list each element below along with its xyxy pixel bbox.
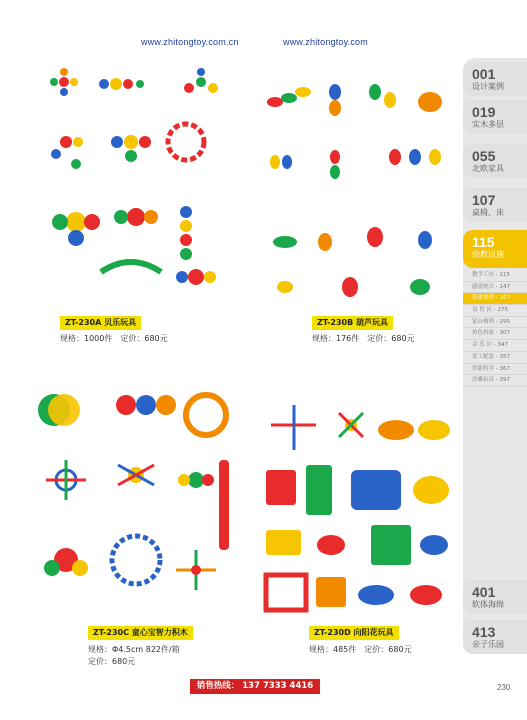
tab-text: 实木多层 bbox=[472, 120, 504, 129]
tab-number: 413 bbox=[472, 624, 496, 640]
product-a-price: 定价：680元 bbox=[120, 334, 168, 343]
website-url-left[interactable]: www.zhitongtoy.com.cn bbox=[141, 37, 239, 47]
subitem-active[interactable]: 积建拼搭 - 167 bbox=[463, 293, 527, 305]
sales-hotline[interactable]: 销售热线： 137 7333 4416 bbox=[190, 679, 320, 694]
subcategory-list bbox=[463, 270, 527, 387]
tab-soft-sponge[interactable] bbox=[463, 580, 527, 614]
product-a-size: 规格：1000件 bbox=[60, 334, 113, 343]
tab-tables-beds[interactable] bbox=[463, 188, 527, 222]
subitem[interactable]: 蒙台梭利 - 295 bbox=[463, 317, 527, 329]
tab-text: 桌椅、床 bbox=[472, 208, 504, 217]
tab-text: 北欧家具 bbox=[472, 164, 504, 173]
subitem[interactable]: 沙滩玩具 - 397 bbox=[463, 375, 527, 387]
page-number: 230 bbox=[497, 683, 511, 692]
product-d-image bbox=[256, 395, 456, 617]
product-d-size: 规格：485件 bbox=[309, 645, 357, 654]
tab-preschool-facilities[interactable] bbox=[463, 230, 527, 268]
subitem[interactable]: 智能科学 - 367 bbox=[463, 364, 527, 376]
tab-text: 软体海绵 bbox=[472, 600, 504, 609]
product-c-image bbox=[36, 370, 236, 618]
tab-number: 001 bbox=[472, 66, 496, 82]
product-c-size: 规格：Φ4.5cm 822件/箱 bbox=[88, 645, 180, 654]
tab-text: 设计案例 bbox=[472, 82, 504, 91]
product-d-price: 定价：680元 bbox=[364, 645, 412, 654]
product-b-price: 定价：680元 bbox=[367, 334, 415, 343]
tab-nordic-furniture[interactable] bbox=[463, 144, 527, 178]
product-b-label: ZT-230B 葫芦玩具 bbox=[312, 316, 393, 330]
product-c-spec bbox=[88, 644, 180, 668]
tab-design-cases[interactable] bbox=[463, 62, 527, 96]
catalog-sidebar bbox=[463, 58, 527, 650]
product-d-spec bbox=[309, 644, 420, 656]
subitem[interactable]: 音 乐 区 - 347 bbox=[463, 340, 527, 352]
subitem[interactable]: 美工配套 - 357 bbox=[463, 352, 527, 364]
product-b-size: 规格：176件 bbox=[312, 334, 360, 343]
product-c-price: 定价：680元 bbox=[88, 657, 136, 666]
tab-text: 亲子乐园 bbox=[472, 640, 504, 649]
subitem[interactable]: 益 智 区 - 275 bbox=[463, 305, 527, 317]
subitem[interactable]: 角色扮演 - 307 bbox=[463, 328, 527, 340]
product-d-label: ZT-230D 向阳花玩具 bbox=[309, 626, 399, 640]
tab-number: 107 bbox=[472, 192, 496, 208]
tab-number: 401 bbox=[472, 584, 496, 600]
tab-parent-child-park[interactable] bbox=[463, 620, 527, 654]
website-url-right[interactable]: www.zhitongtoy.com bbox=[283, 37, 368, 47]
tab-number: 115 bbox=[472, 234, 495, 250]
tab-text: 幼教设施 bbox=[472, 250, 504, 259]
product-b-image bbox=[255, 62, 455, 310]
product-a-spec bbox=[60, 333, 176, 345]
tab-solid-wood[interactable] bbox=[463, 100, 527, 134]
subitem[interactable]: 感觉统合 - 147 bbox=[463, 282, 527, 294]
product-a-image bbox=[36, 62, 234, 310]
product-a-label: ZT-230A 贝乐玩具 bbox=[60, 316, 141, 330]
tab-number: 019 bbox=[472, 104, 496, 120]
tab-number: 055 bbox=[472, 148, 496, 164]
product-b-spec bbox=[312, 333, 423, 345]
product-c-label: ZT-230C 童心宝智力积木 bbox=[88, 626, 193, 640]
subitem[interactable]: 教学工坊 - 115 bbox=[463, 270, 527, 282]
